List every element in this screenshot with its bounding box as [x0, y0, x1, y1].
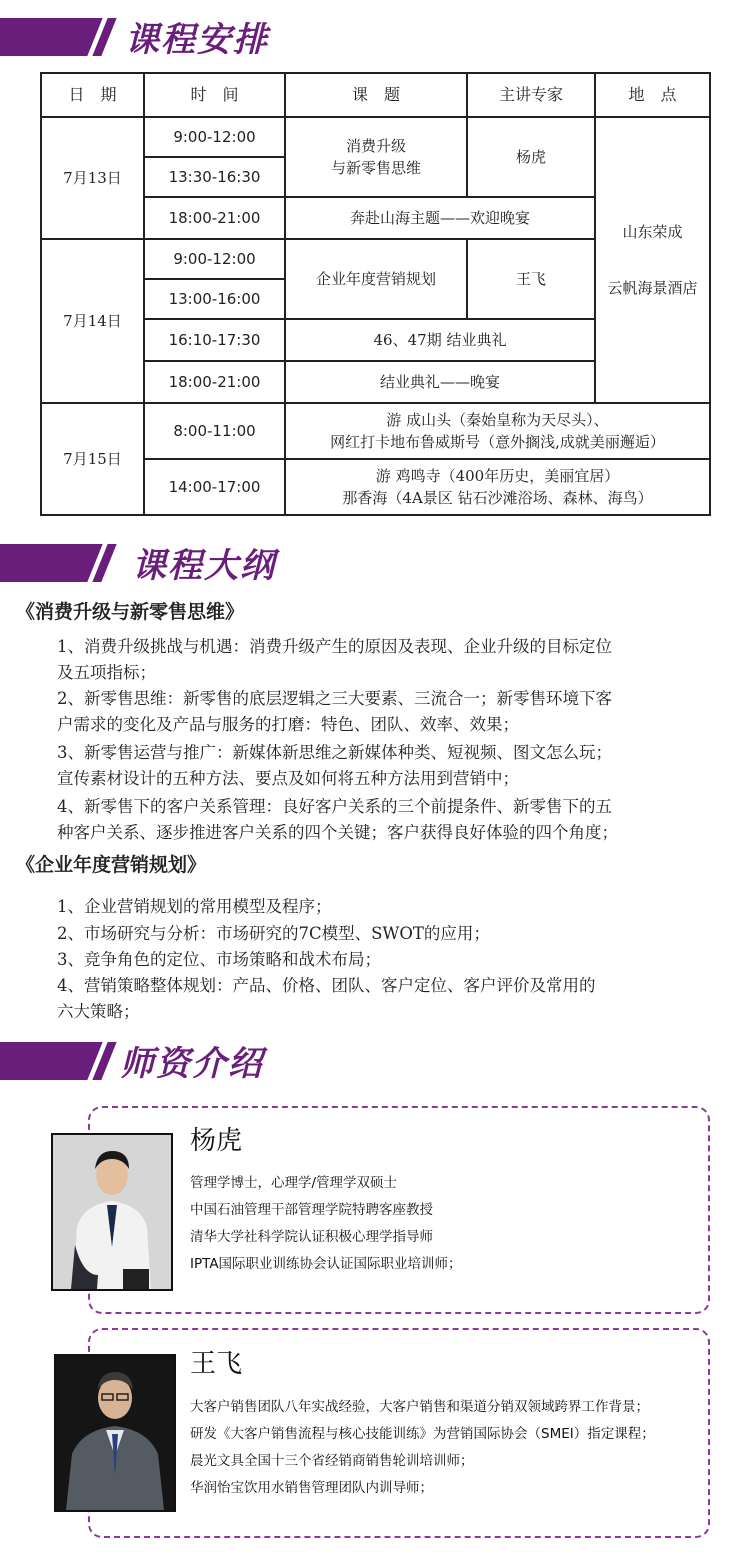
event-line: 那香海（4A景区 钻石沙滩浴场、森林、海鸟）: [342, 489, 653, 507]
outline-line: 宣传素材设计的五种方法、要点及如何将五种方法用到营销中；: [57, 769, 519, 788]
topic-line: 与新零售思维: [330, 159, 421, 177]
course-title: 《消费升级与新零售思维》: [16, 601, 245, 623]
teacher-bio-line: 中国石油管理干部管理学院特聘客座教授: [190, 1202, 433, 1218]
outline-line: 4、营销策略整体规划：产品、价格、团队、客户定位、客户评价及常用的: [57, 976, 596, 995]
location-cell: [595, 117, 710, 403]
event-line: 游 鸡鸣寺（400年历史，美丽宜居）: [375, 467, 620, 485]
time-cell: 13:00-16:00: [144, 279, 285, 319]
date-cell: 7月15日: [41, 403, 144, 515]
section-header-outline: [0, 536, 750, 588]
outline-line: 1、消费升级挑战与机遇：消费升级产生的原因及表现、企业升级的目标定位: [57, 637, 612, 656]
time-cell: 14:00-17:00: [144, 459, 285, 515]
event-cell: 46、47期 结业典礼: [285, 319, 595, 361]
outline-line: 2、新零售思维：新零售的底层逻辑之三大要素、三流合一；新零售环境下客: [57, 689, 612, 708]
event-cell: 结业典礼——晚宴: [285, 361, 595, 403]
event-cell: [285, 459, 710, 515]
date-cell: 7月14日: [41, 239, 144, 403]
course-title: 《企业年度营销规划》: [16, 854, 207, 876]
outline-line: 户需求的变化及产品与服务的打磨：特色、团队、效率、效果；: [57, 715, 519, 734]
teacher-bio-line: 晨光文具全国十三个省经销商销售轮训培训师；: [190, 1453, 474, 1469]
event-line: 网红打卡地布鲁威斯号（意外搁浅,成就美丽邂逅）: [330, 433, 665, 451]
person-silhouette-icon: [53, 1135, 171, 1289]
teacher-bio-line: 清华大学社科学院认证积极心理学指导师: [190, 1229, 433, 1245]
section-title: 师资介绍: [120, 1044, 264, 1084]
time-cell: 13:30-16:30: [144, 157, 285, 197]
teacher-name: 王飞: [190, 1349, 243, 1379]
section-title: 课程大纲: [132, 546, 276, 586]
speaker-cell: 王飞: [467, 239, 595, 319]
section-header-teachers: [0, 1034, 750, 1086]
time-cell: 18:00-21:00: [144, 197, 285, 239]
person-silhouette-icon: [56, 1356, 174, 1510]
time-cell: 16:10-17:30: [144, 319, 285, 361]
event-line: 游 成山头（秦始皇称为天尽头）、: [386, 411, 609, 429]
event-cell: [285, 403, 710, 459]
teacher-photo: [51, 1133, 173, 1291]
date-cell: 7月13日: [41, 117, 144, 239]
outline-line: 2、市场研究与分析：市场研究的7C模型、SWOT的应用；: [57, 924, 490, 943]
topic-line: 消费升级: [345, 137, 406, 155]
section-header-schedule: [0, 10, 750, 62]
table-row: [41, 117, 710, 157]
header-time: 时 间: [144, 73, 285, 117]
section-title: 课程安排: [125, 20, 269, 60]
outline-line: 3、新零售运营与推广：新媒体新思维之新媒体种类、短视频、图文怎么玩；: [57, 743, 612, 762]
teacher-bio-line: 研发《大客户销售流程与核心技能训练》为营销国际协会（SMEI）指定课程；: [190, 1426, 655, 1442]
time-cell: 18:00-21:00: [144, 361, 285, 403]
teacher-bio-line: IPTA国际职业训练协会认证国际职业培训师；: [190, 1256, 462, 1272]
topic-cell: [285, 117, 467, 197]
outline-line: 六大策略；: [57, 1002, 140, 1021]
teacher-bio-line: 华润怡宝饮用水销售管理团队内训导师；: [190, 1480, 433, 1496]
outline-line: 及五项指标；: [57, 663, 156, 682]
schedule-table: [40, 72, 711, 516]
time-cell: 9:00-12:00: [144, 239, 285, 279]
outline-line: 3、竞争角色的定位、市场策略和战术布局；: [57, 950, 381, 969]
topic-cell: 企业年度营销规划: [285, 239, 467, 319]
teacher-photo: [54, 1354, 176, 1512]
table-row: [41, 403, 710, 459]
header-topic: 课 题: [285, 73, 467, 117]
outline-line: 1、企业营销规划的常用模型及程序；: [57, 897, 332, 916]
location-line: 山东荣成: [622, 223, 683, 241]
header-location: 地 点: [595, 73, 710, 117]
outline-line: 4、新零售下的客户关系管理：良好客户关系的三个前提条件、新零售下的五: [57, 797, 612, 816]
location-line: 云帆海景酒店: [607, 279, 698, 297]
outline-line: 种客户关系、逐步推进客户关系的四个关键；客户获得良好体验的四个角度；: [57, 823, 618, 842]
header-speaker: 主讲专家: [467, 73, 595, 117]
time-cell: 8:00-11:00: [144, 403, 285, 459]
event-cell: 奔赴山海主题——欢迎晚宴: [285, 197, 595, 239]
table-header-row: [41, 73, 710, 117]
time-cell: 9:00-12:00: [144, 117, 285, 157]
teacher-bio-line: 大客户销售团队八年实战经验，大客户销售和渠道分销双领域跨界工作背景；: [190, 1399, 649, 1415]
speaker-cell: 杨虎: [467, 117, 595, 197]
teacher-name: 杨虎: [190, 1126, 243, 1156]
teacher-bio-line: 管理学博士，心理学/管理学双硕士: [190, 1175, 398, 1191]
header-date: 日 期: [41, 73, 144, 117]
